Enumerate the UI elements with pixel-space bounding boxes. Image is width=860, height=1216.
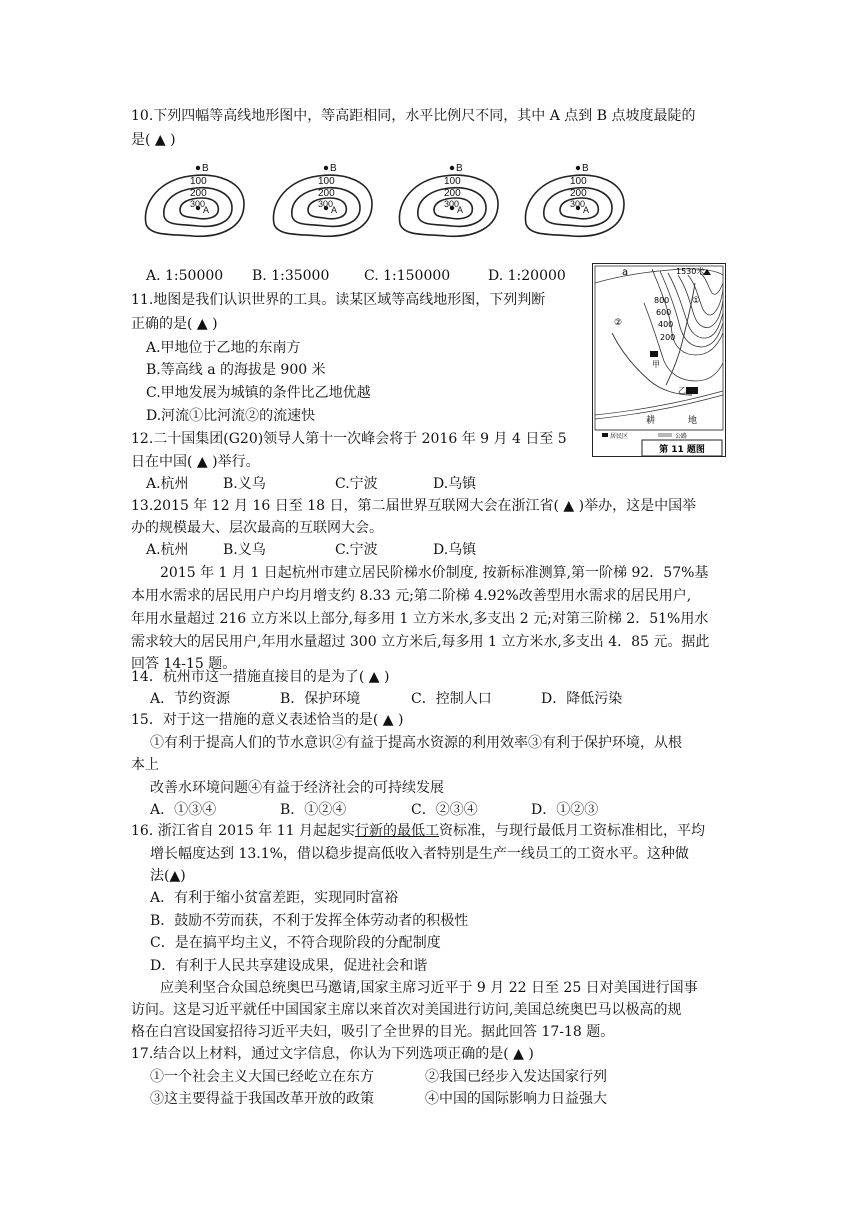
passage1-line2: 本用水需求的居民用户户均月增支约 8.33 元;第二阶梯 4.92%改善型用水需求的居民用户, (131, 588, 692, 604)
q14-stem: 14．杭州市这一措施直接目的是为了( ▲ ) (131, 669, 390, 685)
map-river-2-label: ② (614, 318, 623, 328)
contour-map-4 (520, 162, 628, 244)
q14-option-a: A．节约资源 (150, 691, 231, 707)
point-b (450, 166, 454, 170)
map-peak-label: 1530米 (676, 267, 705, 276)
map-contour-400-label: 400 (658, 320, 674, 329)
map-contour-200-label: 200 (660, 333, 676, 342)
map-river-1-label: ① (692, 296, 701, 306)
label-b: B (582, 163, 589, 174)
q15-option-d: D．①②③ (531, 802, 599, 818)
q12-option-a: A.杭州 (146, 476, 189, 492)
map-contour-a-label: a (622, 267, 629, 278)
label-100: 100 (190, 176, 207, 187)
label-100: 100 (444, 176, 461, 187)
q10-stem-line1: 10.下列四幅等高线地形图中，等高距相同，水平比例尺不同，其中 A 点到 B 点坡度最陡的 (131, 108, 696, 124)
q10-option-a: A. 1:50000 (146, 268, 224, 284)
q17-statement-3: ③这主要得益于我国改革开放的政策 (150, 1091, 374, 1107)
q16-option-c: C．是在搞平均主义，不符合现阶段的分配制度 (150, 935, 441, 951)
q11-option-d: D.河流①比河流②的流速快 (146, 408, 316, 424)
q14-option-b: B．保护环境 (280, 691, 361, 707)
label-b: B (202, 163, 209, 174)
passage2-line1: 应美利坚合众国总统奥巴马邀请,国家主席习近平于 9 月 22 日至 25 日对美国进行国事 (160, 980, 698, 996)
map-legend-residential: 居民区 (610, 433, 629, 440)
q12-option-c: C.宁波 (335, 476, 378, 492)
map-farmland-label-1: 耕 (646, 416, 656, 426)
map-contour-600-label: 600 (656, 308, 672, 317)
q14-option-c: C．控制人口 (411, 691, 492, 707)
map-yi-label: 乙 (678, 386, 686, 395)
q12-stem-line1: 12.二十国集团(G20)领导人第十一次峰会将于 2016 年 9 月 4 日至 5 (131, 431, 567, 447)
q14-option-d: D．降低污染 (541, 691, 623, 707)
label-300: 300 (190, 199, 206, 209)
label-200: 200 (570, 188, 587, 199)
q15-statements-line1: ①有利于提高人们的节水意识②有益于提高水资源的利用效率③有利于保护环境，从根 (150, 735, 682, 751)
label-300: 300 (444, 199, 460, 209)
contour-map-1 (140, 162, 248, 244)
label-100: 100 (318, 176, 335, 187)
q15-statements-line3: 改善水环境问题④有益于经济社会的可持续发展 (150, 780, 444, 796)
q15-statements-line2: 本上 (131, 757, 159, 773)
q10-option-b: B. 1:35000 (252, 268, 330, 284)
q10-option-d: D. 1:20000 (488, 268, 566, 284)
label-300: 300 (570, 199, 586, 209)
q16-stem-line3: 法(▲) (150, 868, 186, 884)
q13-option-a: A.杭州 (146, 542, 189, 558)
q17-statement-4: ④中国的国际影响力日益强大 (425, 1091, 607, 1107)
q12-stem-line2: 日在中国( ▲ )举行。 (131, 454, 260, 470)
label-a: A (583, 205, 590, 215)
label-b: B (330, 163, 337, 174)
contour-map-2 (268, 162, 376, 244)
q16-option-b: B．鼓励不劳而获，不利于发挥全体劳动者的积极性 (150, 913, 469, 929)
q16-option-a: A．有利于缩小贫富差距，实现同时富裕 (150, 890, 399, 906)
q16-stem-line1: 16. 浙江省自 2015 年 11 月起起实行新的最低工资标准，与现行最低月工资标准相比，平均 (131, 823, 705, 839)
q12-option-b: B.义乌 (223, 476, 266, 492)
q17-statement-2: ②我国已经步入发达国家行列 (425, 1069, 607, 1085)
label-300: 300 (318, 199, 334, 209)
passage2-line2: 访问。这是习近平就任中国国家主席以来首次对美国进行访问,美国总统奥巴马以极高的规 (131, 1002, 682, 1018)
label-a: A (203, 205, 210, 215)
q11-option-a: A.甲地位于乙地的东南方 (146, 340, 301, 356)
label-b: B (456, 163, 463, 174)
q17-statement-1: ①一个社会主义大国已经屹立在东方 (150, 1069, 374, 1085)
q10-stem-line2: 是( ▲ ) (131, 132, 176, 148)
passage2-line3: 格在白宫设国宴招待习近平夫妇，吸引了全世界的目光。据此回答 17-18 题。 (131, 1024, 615, 1040)
map-jia-label: 甲 (652, 360, 660, 369)
passage1-line3: 年用水量超过 216 立方米以上部分,每多用 1 立方米水,多支出 2 元;对第三阶梯 2．51%用水 (131, 611, 709, 627)
map-contour-800-label: 800 (654, 296, 670, 305)
q13-stem-line1: 13.2015 年 12 月 16 日至 18 日，第二届世界互联网大会在浙江省( ▲ )举办，这是中国举 (131, 498, 697, 514)
passage1-line5: 回答 14-15 题。 (131, 656, 237, 672)
label-200: 200 (444, 188, 461, 199)
q16-stem-line2: 增长幅度达到 13.1%，借以稳步提高低收入者特别是生产一线员工的工资水平。这种做 (150, 846, 689, 862)
label-200: 200 (190, 188, 207, 199)
q13-option-c: C.宁波 (335, 542, 378, 558)
point-b (576, 166, 580, 170)
passage1-line4: 需求较大的居民用户,年用水量超过 300 立方米后,每多用 1 立方米水,多支出 4．85 元。据此 (131, 634, 710, 650)
contour-map-3 (394, 162, 502, 244)
point-b (196, 166, 200, 170)
q13-stem-line2: 办的规模最大、层次最高的互联网大会。 (131, 520, 383, 536)
q11-option-c: C.甲地发展为城镇的条件比乙地优越 (146, 385, 371, 401)
map-caption: 第 11 题图 (659, 445, 705, 455)
q15-option-c: C．②③④ (411, 802, 478, 818)
q17-stem: 17.结合以上材料，通过文字信息，你认为下列选项正确的是( ▲ ) (131, 1046, 534, 1062)
q15-option-a: A．①③④ (150, 802, 217, 818)
q12-option-d: D.乌镇 (433, 476, 477, 492)
q16-option-d: D．有利于人民共享建设成果，促进社会和谐 (150, 958, 428, 974)
q11-option-b: B.等高线 a 的海拔是 900 米 (146, 362, 326, 378)
map-farmland-label-2: 地 (688, 416, 698, 426)
q11-topographic-map (592, 263, 726, 457)
q13-option-b: B.义乌 (223, 542, 266, 558)
q13-option-d: D.乌镇 (433, 542, 477, 558)
q11-stem-line1: 11.地图是我们认识世界的工具。读某区域等高线地形图，下列判断 (131, 292, 546, 308)
q11-stem-line2: 正确的是( ▲ ) (131, 316, 218, 332)
label-a: A (331, 205, 338, 215)
label-a: A (457, 205, 464, 215)
q15-option-b: B．①②④ (280, 802, 347, 818)
map-legend-road: 公路 (675, 433, 688, 440)
passage1-line1: 2015 年 1 月 1 日起杭州市建立居民阶梯水价制度, 按新标准测算,第一阶梯 92．57%基 (160, 565, 709, 581)
label-200: 200 (318, 188, 335, 199)
q15-stem: 15．对于这一措施的意义表述恰当的是( ▲ ) (131, 712, 404, 728)
label-100: 100 (570, 176, 587, 187)
point-b (324, 166, 328, 170)
q10-option-c: C. 1:150000 (364, 268, 451, 284)
